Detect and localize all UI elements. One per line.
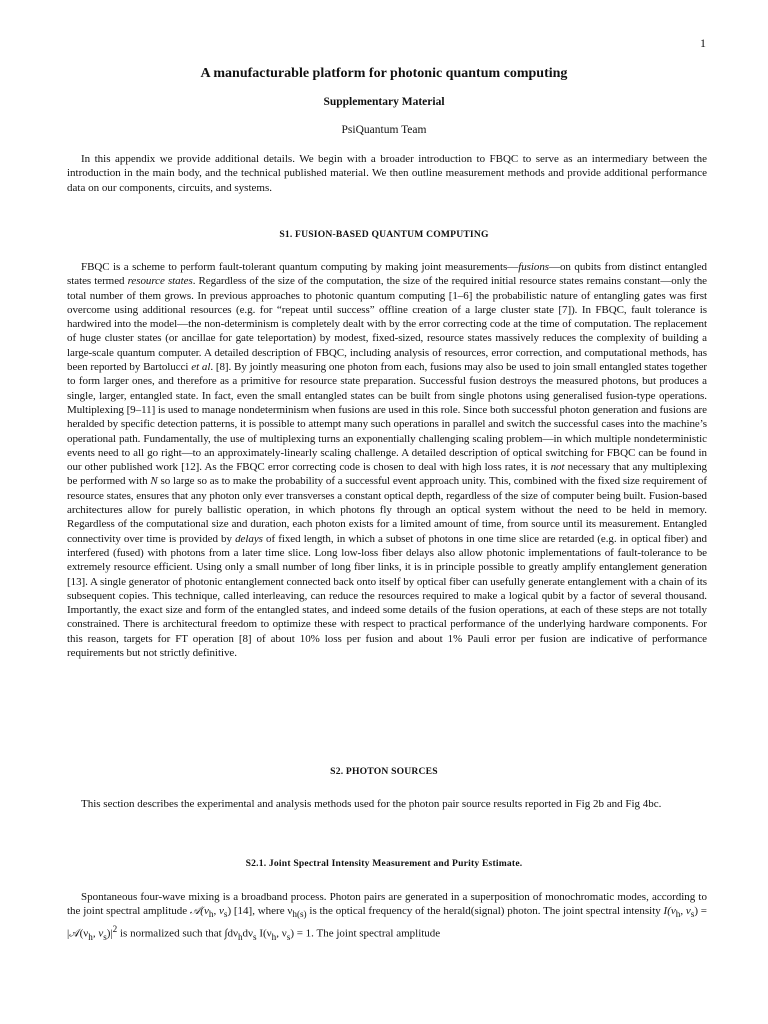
page-number: 1	[700, 36, 706, 50]
s2-1-paragraph: Spontaneous four-wave mixing is a broadband process. Photon pairs are generated in a superposition of monochromatic modes, according to the joint spectral amplitude $𝒜(\nu_h$, $\nu_s$) [14], where $\nu_{h(s)}$ is the optical frequency of the herald(signal) photon. The joint spectral intensity $I(\nu_h$, $\nu_s$) = $|𝒜(\nu_h$, $\nu_s)|^2$ is normalized such that $\int d\nu_hd\nu_s$ $I(\nu_h$, $\nu_s) = 1$. The joint spectral amplitude	[67, 891, 707, 942]
intro-paragraph: In this appendix we provide additional details. We begin with a broader introduction to FBQC to serve as an intermediary between the introduction in the main body, and the technical published material. We then outline measurement methods and provide additional performance data on our components, circuits, and systems.	[67, 153, 707, 194]
s1-paragraph: FBQC is a scheme to perform fault-tolerant quantum computing by making joint measurements—fusions—on qubits from distinct entangled states termed resource states. Regardless of the size of the computation, the size of the required initial resource states remains constant—only the total number of them grows. In previous approaches to photonic quantum computing [1–6] the probabilistic nature of entangling gates was first overcome using additional resources (e.g. for “repeat until success” offline creation of a large cluster state [7]). In FBQC, fault tolerance is hardwired into the model—the non-determinism is completely dealt with by the error correcting code at the time of computation. The replacement of huge cluster states (or ancillae for gate teleportation) by modest, fixed-sized, resource states massively reduces the complexity of building a large-scale quantum computer. A detailed description of FBQC, including analysis of resources, error correction, and computational methods, has been reported by Bartolucci et al. [8]. By jointly measuring one photon from each, fusions may also be used to join small entangled states together to form larger ones, and therefore as a primitive for resource state preparation. Successful fusion destroys the measured photons, but produces a single, larger, entangled state. In fact, even the small entangled states can be built from single photons using generalised fusion-type operations. Multiplexing [9–11] is used to manage nondeterminism when fusions are used in this role. Since both successful photon generation and fusions are heralded by specific detection patterns, it is possible to attempt many such operations in parallel and switch the successful cases into the machine’s operational path. Fundamentally, the use of multiplexing turns an exponentially challenging scaling problem—in which multiple nondeterministic events need to all go right—to an approximately-linearly scaling challenge. A detailed description of optical switching for FBQC can be found in our other published work [12]. As the FBQC error correcting code is chosen to deal with high loss rates, it is not necessary that any multiplexing be performed with N so large so as to make the probability of a successful event approach unity. This, combined with the fixed size requirement of resource states, ensures that any photon only ever transverses a constant optical depth, regardless of the size of computer being built. Fusion-based architectures allow for purely ballistic operation, in which photons fly through an optical system without the need to be held in memory. Regardless of the computational size and duration, each photon exists for a limited amount of time, from source until its measurement. Entangled connectivity over time is provided by delays of fixed length, in which a subset of photons in one time slice are retarded (e.g. in optical fiber) and interfered (fused) with photons from a later time slice. Long low-loss fiber delays also allow photonic implementations of fault-tolerance to be extremely resource efficient. Using only a small number of long fiber links, it is in principle possible to greatly amplify entanglement generation [13]. A single generator of photonic entanglement connected back onto itself by optical fiber can usefully generate entanglement with a chain of its subsequent copies. This technique, called interleaving, can reduce the resources required to make a logical qubit by a factor of several thousand. Importantly, the exact size and form of the entangled states, and indeed some details of the fusion operations, at each of these steps are not totally constrained. There is architectural freedom to optimize these with respect to practical performance of the underlying hardware components. For this reason, targets for FT operation [8] of about 10% loss per fusion and about 1% Pauli error per fusion are indicative of performance requirements but not strictly definitive.	[67, 261, 708, 660]
section-heading-s1: S1. FUSION-BASED QUANTUM COMPUTING	[279, 229, 489, 240]
section-heading-s2: S2. PHOTON SOURCES	[330, 766, 438, 777]
paper-subtitle: Supplementary Material	[323, 96, 445, 108]
author-line: PsiQuantum Team	[341, 124, 427, 136]
paper-title: A manufacturable platform for photonic quantum computing	[200, 66, 568, 81]
s2-paragraph: This section describes the experimental and analysis methods used for the photon pair source results reported in Fig 2b and Fig 4bc.	[81, 798, 662, 810]
subsection-heading-s2-1: S2.1. Joint Spectral Intensity Measurement and Purity Estimate.	[245, 858, 523, 869]
